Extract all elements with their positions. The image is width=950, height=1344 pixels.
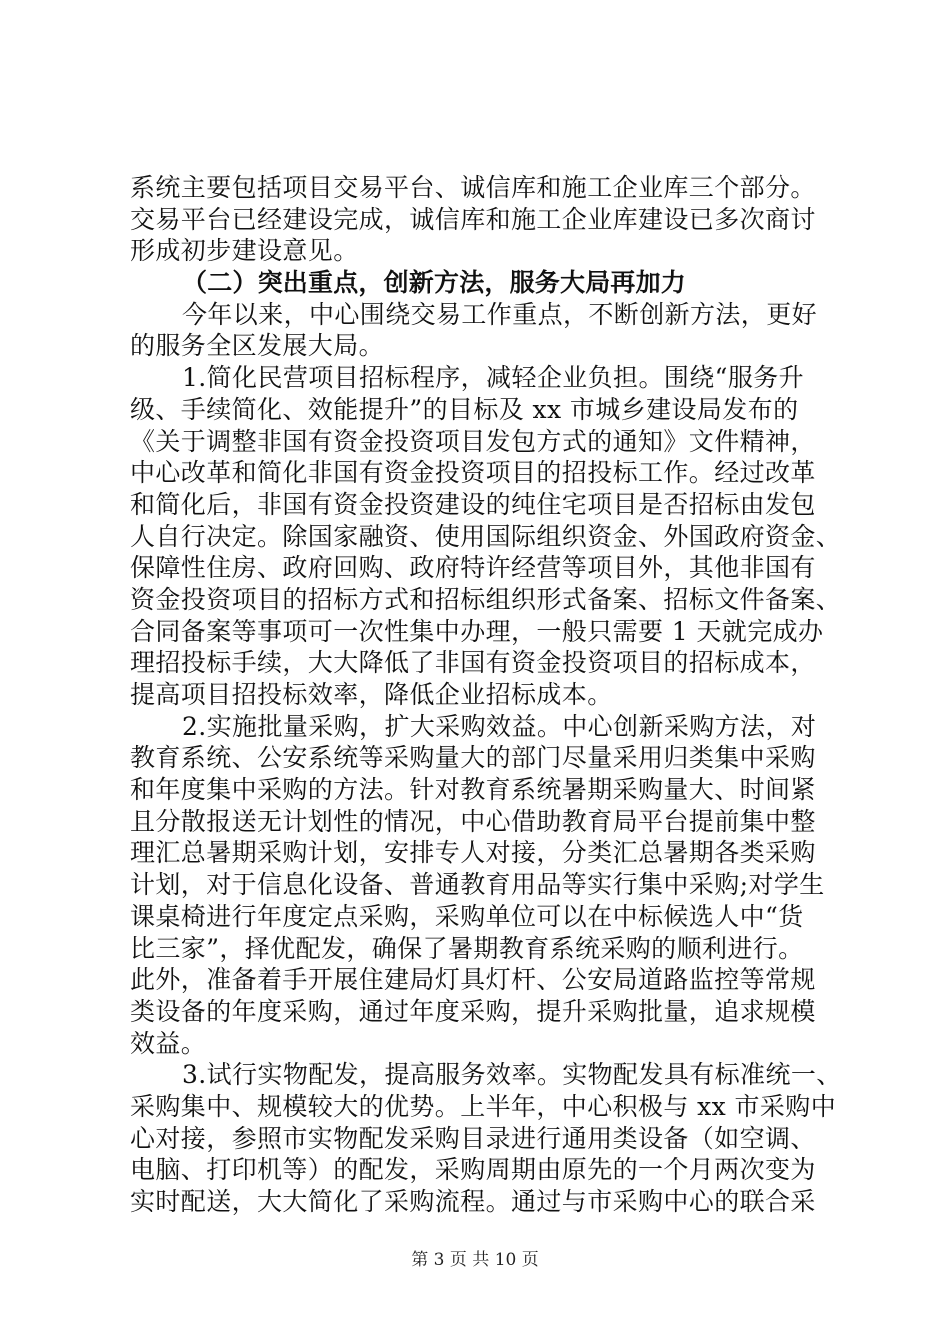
section-heading: （二）突出重点，创新方法，服务大局再加力 [182,268,687,298]
text-line: 理招投标手续，大大降低了非国有资金投资项目的招标成本， [130,648,816,678]
text-line: 《关于调整非国有资金投资项目发包方式的通知》文件精神， [130,426,816,456]
text-line: 和简化后，非国有资金投资建设的纯住宅项目是否招标由发包 [130,489,816,519]
text-line: 电脑、打印机等）的配发，采购周期由原先的一个月两次变为 [130,1155,816,1185]
text-line: 的服务全区发展大局。 [130,331,385,361]
paragraph-first-line: 3.试行实物配发，提高服务效率。实物配发具有标准统一、 [182,1060,842,1090]
text-line: 形成初步建设意见。 [130,236,359,266]
text-line: 资金投资项目的招标方式和招标组织形式备案、招标文件备案、 [130,584,842,614]
paragraph-first-line: 1.简化民营项目招标程序，减轻企业负担。围绕“服务升 [182,363,805,393]
text-line: 效益。 [130,1028,207,1058]
text-line: 实时配送，大大简化了采购流程。通过与市采购中心的联合采 [130,1187,816,1216]
page-number-footer: 第 3 页 共 10 页 [411,1250,539,1270]
text-line: 交易平台已经建设完成，诚信库和施工企业库建设已多次商讨 [130,204,816,234]
text-line: 级、手续简化、效能提升”的目标及 xx 市城乡建设局发布的 [130,394,799,424]
text-line: 采购集中、规模较大的优势。上半年，中心积极与 xx 市采购中 [130,1091,837,1121]
text-line: 且分散报送无计划性的情况，中心借助教育局平台提前集中整 [130,806,816,836]
text-line: 提高项目招投标效率，降低企业招标成本。 [130,680,613,709]
text-line: 保障性住房、政府回购、政府特许经营等项目外，其他非国有 [130,553,816,583]
text-line: 和年度集中采购的方法。针对教育系统暑期采购量大、时间紧 [130,775,816,805]
text-line: 中心改革和简化非国有资金投资项目的招投标工作。经过改革 [130,458,816,488]
text-line: 此外，准备着手开展住建局灯具灯杆、公安局道路监控等常规 [130,965,816,995]
text-line: 人自行决定。除国家融资、使用国际组织资金、外国政府资金、 [130,521,842,551]
paragraph-first-line: 2.实施批量采购，扩大采购效益。中心创新采购方法，对 [182,711,817,741]
text-line: 理汇总暑期采购计划，安排专人对接，分类汇总暑期各类采购 [130,838,816,868]
text-line: 系统主要包括项目交易平台、诚信库和施工企业库三个部分。 [130,173,816,202]
text-line: 类设备的年度采购，通过年度采购，提升采购批量，追求规模 [130,996,816,1026]
text-line: 比三家”，择优配发，确保了暑期教育系统采购的顺利进行。 [130,933,804,963]
text-line: 教育系统、公安系统等采购量大的部门尽量采用归类集中采购 [130,743,816,773]
text-line: 计划，对于信息化设备、普通教育用品等实行集中采购;对学生 [130,870,825,900]
text-line: 课桌椅进行年度定点采购，采购单位可以在中标候选人中“货 [130,901,804,931]
text-line: 合同备案等事项可一次性集中办理，一般只需要 1 天就完成办 [130,616,824,646]
paragraph-first-line: 今年以来，中心围绕交易工作重点，不断创新方法，更好 [182,299,818,329]
document-body [130,172,842,1218]
text-line: 心对接，参照市实物配发采购目录进行通用类设备（如空调、 [130,1123,816,1153]
